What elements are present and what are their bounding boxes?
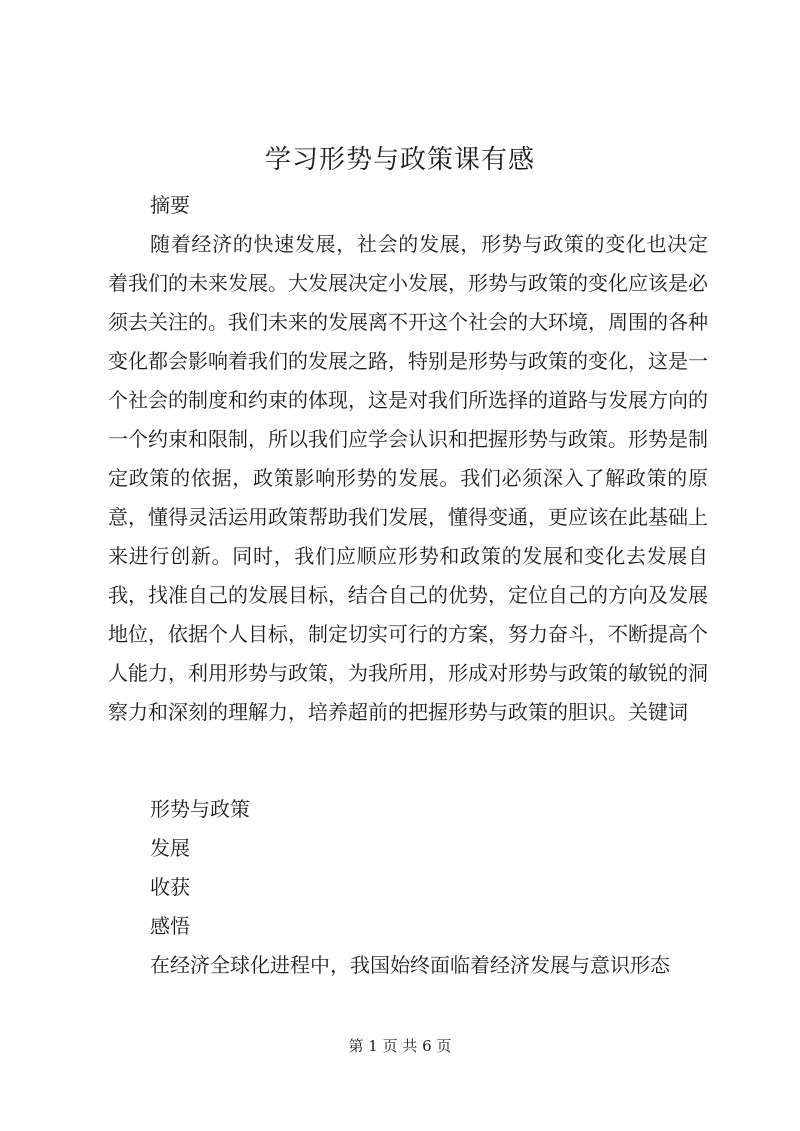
document-title: 学习形势与政策课有感 [264, 145, 535, 175]
keyword-item: 感悟 [150, 914, 190, 938]
keyword-item: 发展 [150, 836, 190, 860]
keyword-item: 收获 [150, 875, 190, 899]
keyword-item: 形势与政策 [150, 797, 250, 821]
keywords-list [150, 790, 710, 946]
abstract-paragraph: 随着经济的快速发展，社会的发展，形势与政策的变化也决定着我们的未来发展。大发展决定小发展，形势与政策的变化应该是必须去关注的。我们未来的发展离不开这个社会的大环境，周围的各种变化都会影响着我们的发展之路，特别是形势与政策的变化，这是一个社会的制度和约束的体现，这是对我们所选择的道路与发展方向的一个约束和限制，所以我们应学会认识和把握形势与政策。形势是制定政策的依据，政策影响形势的发展。我们必须深入了解政策的原意，懂得灵活运用政策帮助我们发展，懂得变通，更应该在此基础上来进行创新。同时，我们应顺应形势和政策的发展和变化去发展自我，找准自己的发展目标，结合自己的优势，定位自己的方向及发展地位，依据个人目标，制定切实可行的方案，努力奋斗，不断提高个人能力，利用形势与政策，为我所用，形成对形势与政策的敏锐的洞察力和深刻的理解力，培养超前的把握形势与政策的胆识。关键词 [108, 232, 708, 724]
body-paragraph-start: 在经济全球化进程中，我国始终面临着经济发展与意识形态 [150, 953, 670, 977]
page-footer: 第 1 页 共 6 页 [348, 1037, 452, 1055]
abstract-label: 摘要 [150, 193, 190, 217]
